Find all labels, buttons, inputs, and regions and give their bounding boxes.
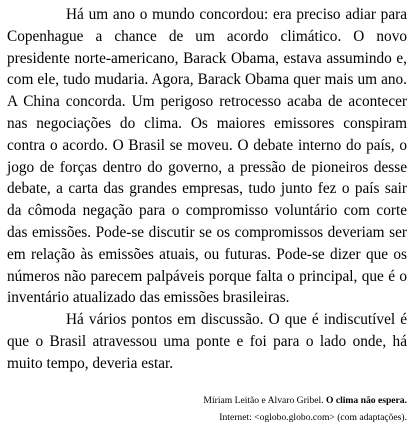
credit-source: Internet: <oglobo.globo.com> (com adaptações).: [219, 412, 407, 423]
paragraph-2: Há vários pontos em discussão. O que é indiscutível é que o Brasil atravessou uma ponte e foi para o lado onde, há muito tempo, deveria estar.: [7, 311, 407, 372]
article-text: [7, 4, 407, 375]
credit-authors: Míriam Leitão e Alvaro Gribel.: [203, 395, 324, 406]
source-credit: [203, 392, 407, 426]
credit-line-1: [203, 392, 407, 409]
credit-title: O clima não espera.: [325, 395, 407, 406]
paragraph-1: Há um ano o mundo concordou: era preciso adiar para Copenhague a chance de um acordo climático. O novo presidente norte-americano, Barack Obama, estava assumindo e, com ele, tudo mudaria. Agora, Barack Obama quer mais um ano. A China concorda. Um perigoso retrocesso acaba de acontecer nas negociações do clima. Os maiores emissores conspiram contra o acordo. O Brasil se moveu. O debate interno do país, o jogo de forças dentro do governo, a pressão de pioneiros desse debate, a carta das grandes empresas, tudo junto fez o país sair da cômoda negação para o compromisso voluntário com corte das emissões. Pode-se discutir se os compromissos deveriam ser em relação às emissões atuais, ou futuras. Pode-se dizer que os números não parecem palpáveis porque falta o principal, que é o inventário atualizado das emissões brasileiras.: [7, 6, 407, 307]
